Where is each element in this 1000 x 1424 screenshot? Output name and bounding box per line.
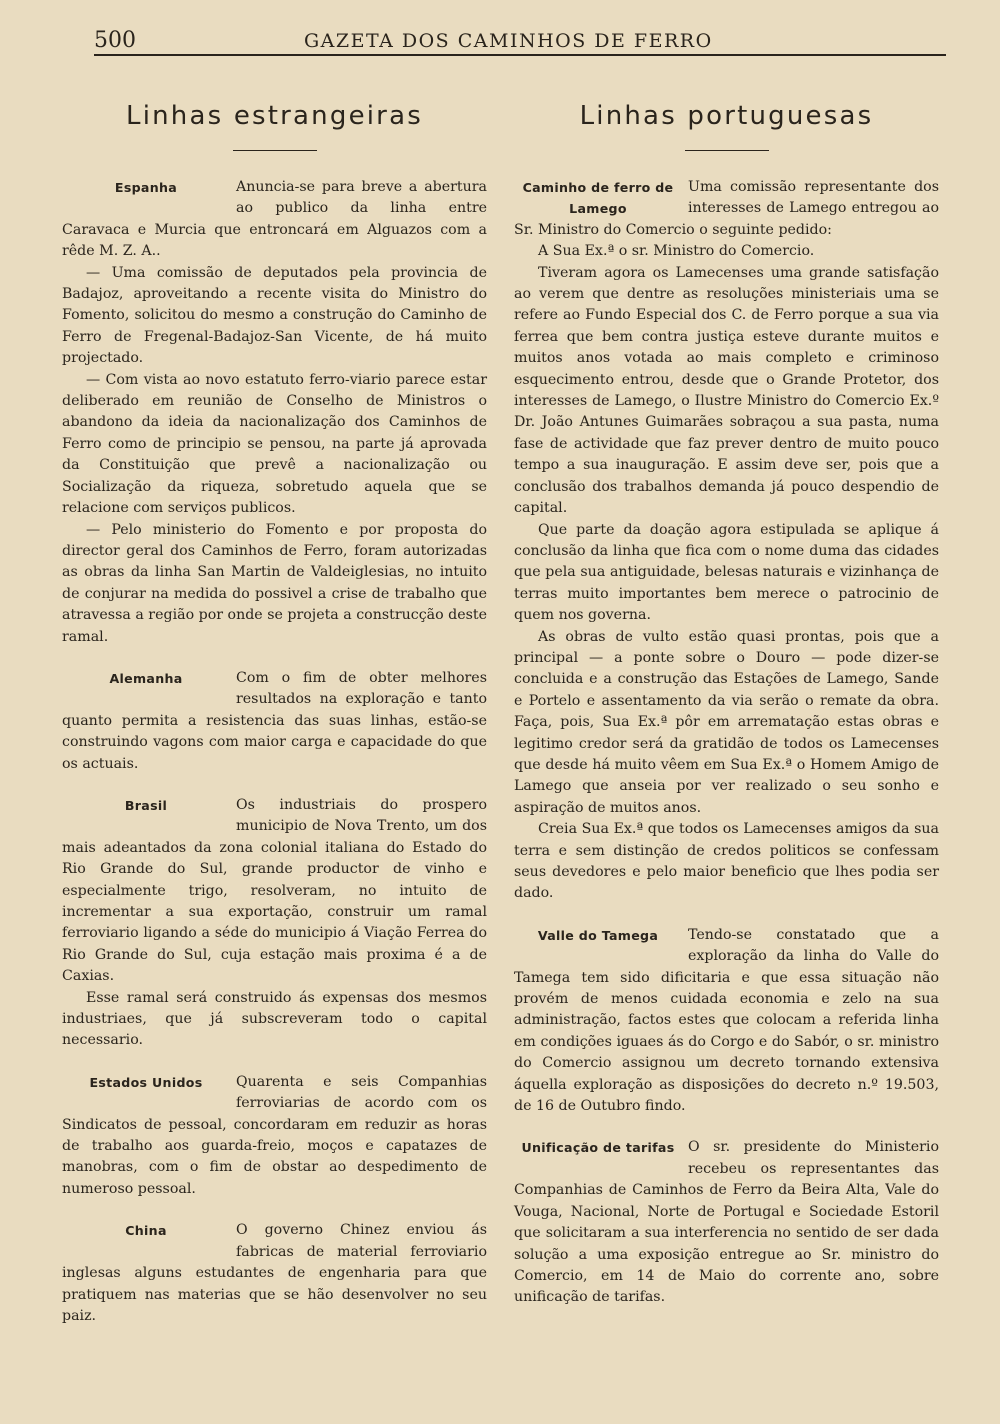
news-article [62, 1072, 487, 1200]
article-paragraph: Anuncia-se para breve a abertura ao publico da linha entre Caravaca e Murcia que entroncará em Alguazos com a rêde M. Z. A.. [62, 179, 487, 260]
section-divider [233, 150, 317, 151]
section-title-portuguese: Linhas portuguesas [579, 101, 874, 131]
news-article [514, 1137, 939, 1308]
article-paragraph: O governo Chinez enviou ás fabricas de material ferroviario inglesas alguns estudantes de engenharia para que pratiquem nas materias que se hão desenvolver no seu paiz. [62, 1222, 487, 1324]
article-paragraph: Tendo-se constatado que a exploração da linha do Valle do Tamega tem sido dificitaria e que essa situação não provém de menos cuidada economia e zelo na sua administração, factos estes que colocam a referida linha em condições iguaes ás do Corgo e do Sabór, o sr. ministro do Comercio assignou um decreto tornando extensiva áquella exploração as disposições do decreto n.º 19.503, de 16 de Outubro findo. [514, 926, 939, 1115]
article-paragraph: — Pelo ministerio do Fomento e por proposta do director geral dos Caminhos de Ferro, foram autorizadas as obras da linha San Martin de Valdeiglesias, no intuito de conjurar na medida do possivel a crise de trabalho que atravessa a região por onde se projeta a construcção deste ramal. [62, 521, 488, 645]
portuguese-entries [514, 177, 939, 1309]
news-article [62, 1220, 487, 1327]
article-paragraph: O sr. presidente do Ministerio recebeu os representantes das Companhias de Caminhos de Ferro da Beira Alta, Vale do Vouga, Nacional, Norte de Portugal e Sociedade Estoril que solicitaram a sua interferencia no sentido de ser dada solução a uma exposição entregue ao Sr. ministro do Comercio, em 14 de Maio do corrente ano, sobre unificação de tarifas. [514, 1139, 939, 1306]
running-title: GAZETA DOS CAMINHOS DE FERRO [304, 30, 713, 52]
article-paragraph: Tiveram agora os Lamecenses uma grande satisfação ao verem que dentre as resoluções ministeriais uma se refere ao Fundo Especial dos C. de Ferro porque a sua via ferrea que bem contra justiça esteve durante muitos e muitos anos votada ao mais completo e criminoso esquecimento entrou, desde que o Grande Protetor, dos interesses de Lamego, o Ilustre Ministro do Comercio Ex.º Dr. João Antunes Guimarães sobraçou a sua pasta, numa fase de actividade que faz prever dentro de muito pouco tempo a sua inauguração. E assim deve ser, pois que a conclusão dos trabalhos demanda já pouco despendio de capital. [514, 264, 939, 517]
news-article [62, 668, 487, 775]
article-heading: Unificação de tarifas [521, 1140, 675, 1156]
article-paragraph: — Com vista ao novo estatuto ferro-viario parece estar deliberado em reunião de Conselho de Ministros o abandono da ideia da nacionalização dos Caminhos de Ferro como de principio se pensou, na parte já aprovada da Constituição que prevê a nacionalização ou Socialização da riqueza, sobretudo aquela que se relacione com serviços publicos. [62, 371, 487, 517]
article-paragraph: — Uma comissão de deputados pela provincia de Badajoz, aproveitando a recente visita do Ministro do Fomento, solicitou do mesmo a construção do Caminho de Ferro de Fregenal-Badajoz-San Vicente, de há muito projectado. [62, 264, 487, 367]
news-article [62, 795, 487, 1052]
article-paragraph: Creia Sua Ex.ª que todos os Lamecenses amigos da sua terra e sem distinção de credos politicos se confessam seus devedores e pelo maior beneficio que lhes podia ser dado. [514, 821, 939, 902]
article-heading: China [125, 1223, 167, 1239]
article-heading: Espanha [114, 180, 178, 195]
article-paragraph: Uma comissão representante dos interesses de Lamego entregou ao Sr. Ministro do Comercio o seguinte pedido: [514, 179, 939, 238]
page-header [94, 26, 946, 56]
article-heading: Alemanha [109, 670, 183, 686]
article-paragraph: Que parte da doação agora estipulada se aplique á conclusão da linha que fica com o nome duma das cidades que pela sua antiguidade, belesas naturais e vizinhança de terras muito importantes bem merece o patrocinio de quem nos governa. [514, 521, 939, 624]
article-paragraph: Os industriais do prospero municipio de Nova Trento, um dos mais adeantados da zona colonial italiana do Estado do Rio Grande do Sul, grande productor de vinho e especialmente trigo, resolveram, no intuito de incrementar a sua exportação, construir um ramal ferroviario ligando a séde do municipio á Viação Ferrea do Rio Grande do Sul, cuja estação mais proxima é a de Caxias. [62, 796, 487, 985]
header-rule [94, 54, 946, 56]
news-article [514, 177, 939, 905]
news-article [514, 925, 939, 1118]
foreign-entries [62, 177, 487, 1327]
article-paragraph: As obras de vulto estão quasi prontas, pois que a principal — a ponte sobre o Douro — pode dizer-se concluida e a construção das Estações de Lamego, Sande e Portelo e assentamento da via serão o remate da obra. Faça, pois, Sua Ex.ª pôr em arrematação estas obras e legitimo credor será da gratidão de todos os Lamecenses que desde há muito vêem em Sua Ex.ª o Homem Amigo de Lamego que anseia por ver realizado o seu sonho e aspiração de muitos anos. [514, 628, 939, 816]
article-heading: Caminho de ferro de Lamego [522, 180, 674, 217]
article-heading: Brasil [124, 797, 168, 813]
news-article [62, 177, 487, 648]
section-title-foreign: Linhas estrangeiras [126, 101, 423, 131]
right-column [514, 90, 939, 1329]
article-paragraph: Esse ramal será construido ás expensas dos mesmos industriaes, que já subscreveram todo o capital necessario. [62, 989, 487, 1049]
article-paragraph: A Sua Ex.ª o sr. Ministro do Comercio. [538, 243, 815, 260]
left-column [62, 90, 487, 1347]
article-heading: Estados Unidos [89, 1074, 203, 1090]
article-paragraph: Quarenta e seis Companhias ferroviarias de acordo com os Sindicatos de pessoal, concordaram em reduzir as horas de trabalho aos guarda-freio, moços e capatazes de manobras, com o fim de obstar ao despedimento de numeroso pessoal. [62, 1073, 487, 1197]
article-heading: Valle do Tamega [537, 927, 659, 943]
section-divider [685, 150, 769, 151]
page-number: 500 [94, 28, 136, 53]
article-paragraph: Com o fim de obter melhores resultados na exploração e tanto quanto permita a resistencia das suas linhas, estão-se construindo vagons com maior carga e capacidade do que os actuais. [62, 669, 487, 772]
